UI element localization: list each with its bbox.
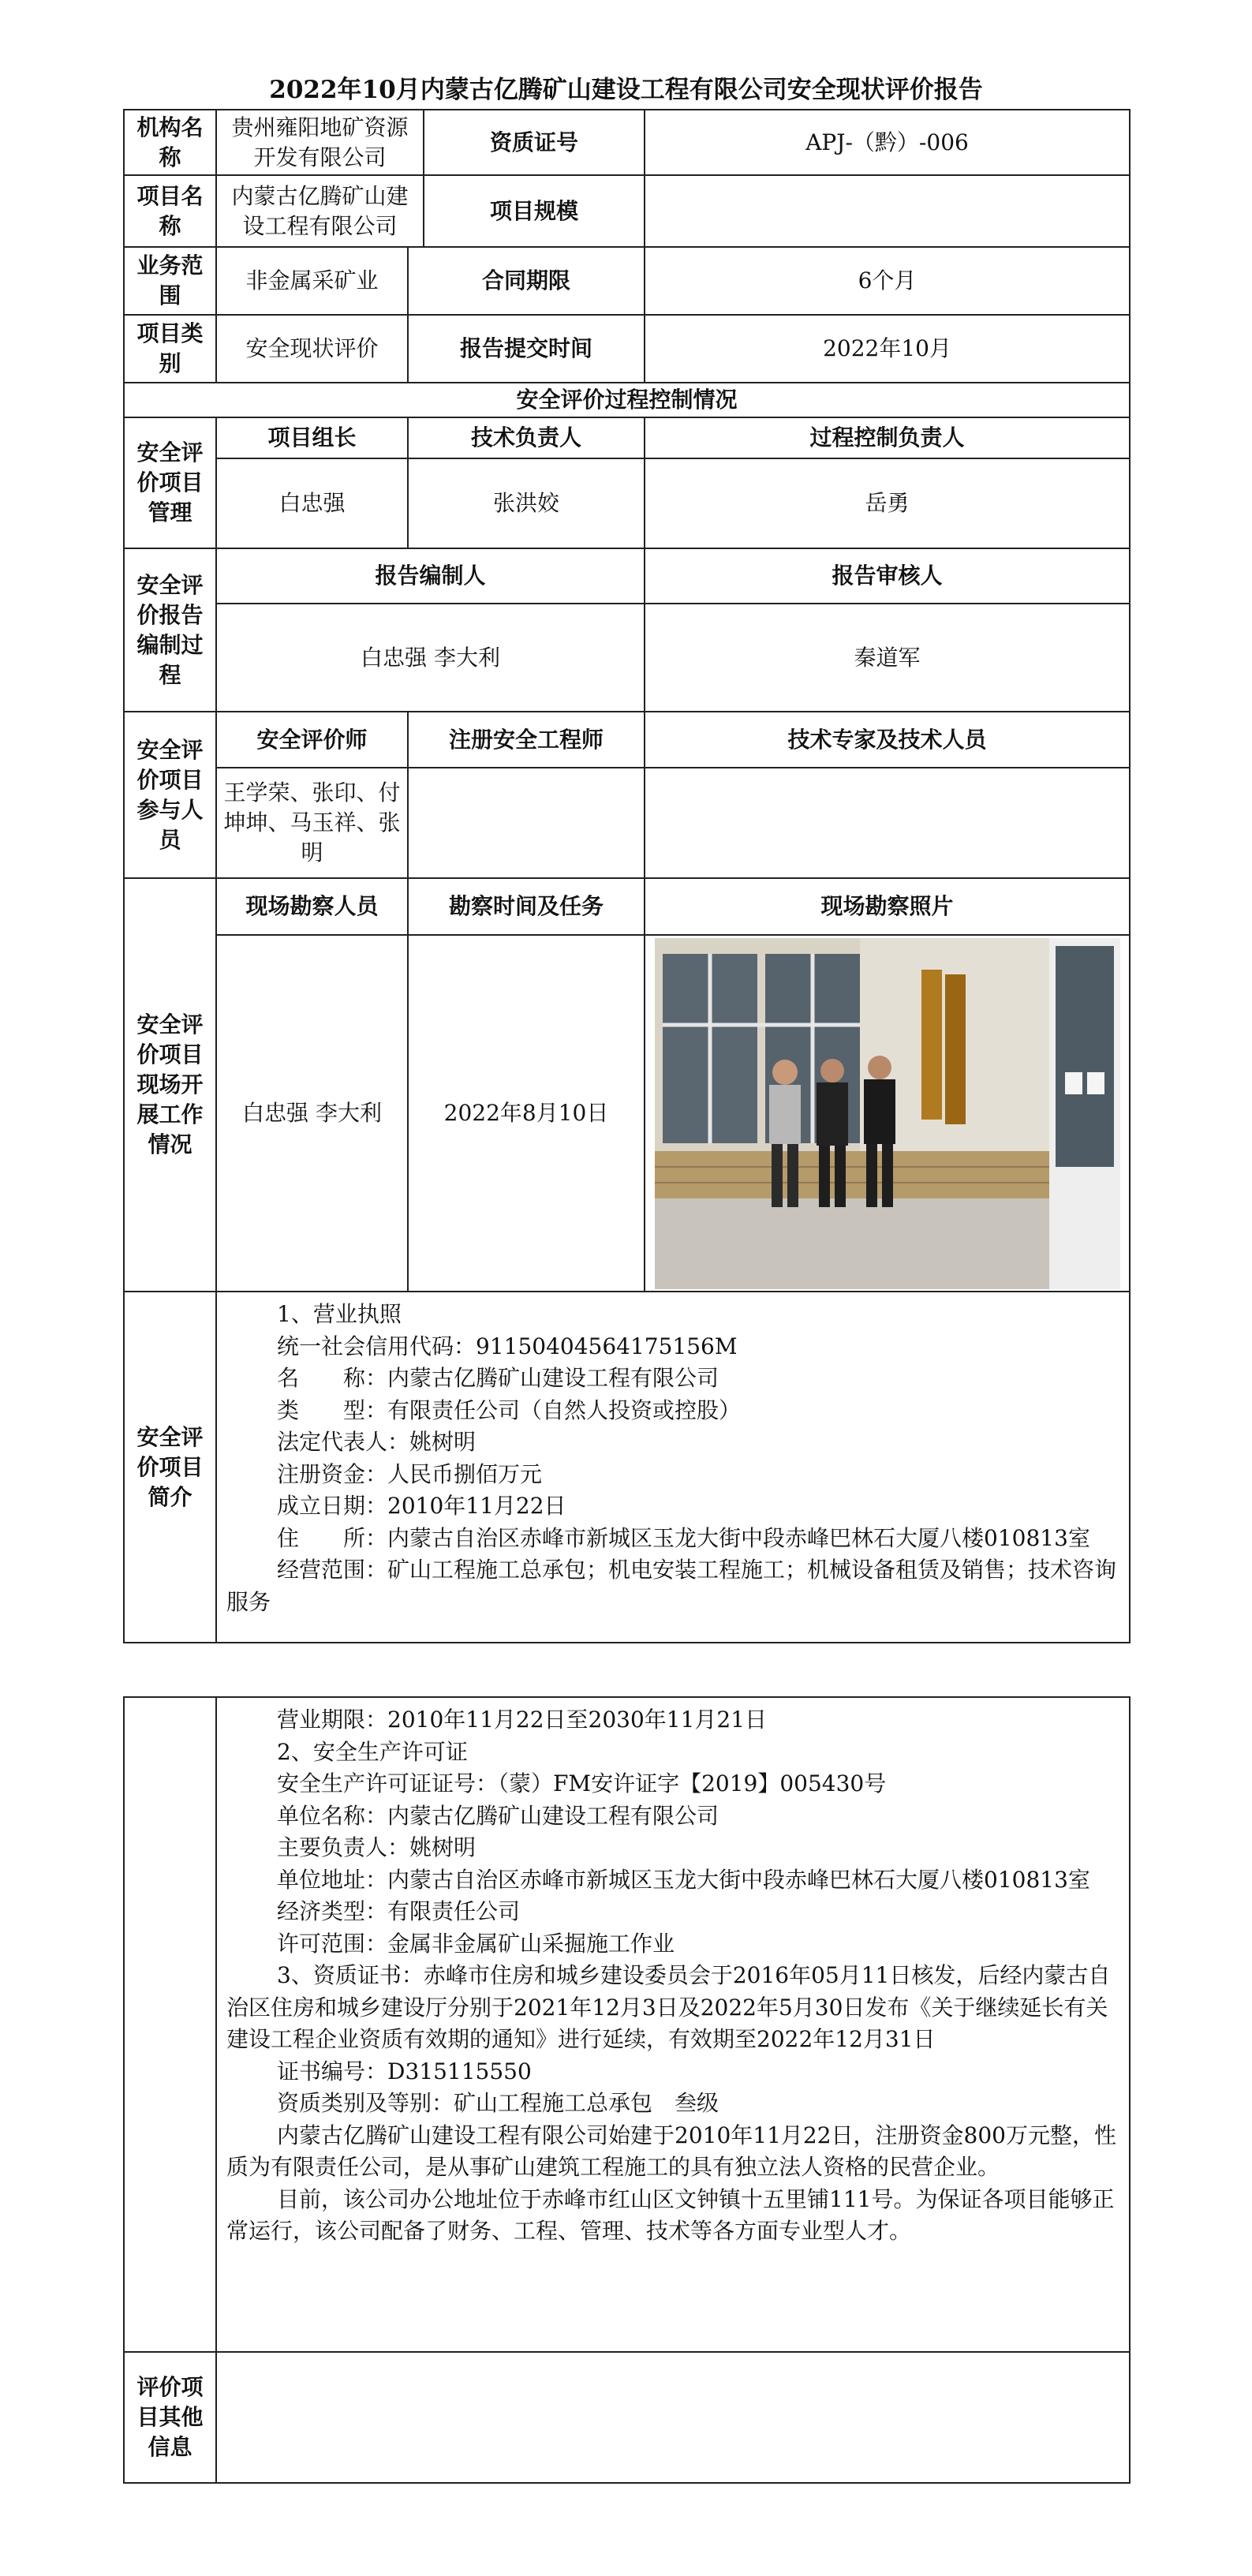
cert-label: 资质证号: [424, 110, 645, 175]
process-control-header: 过程控制负责人: [645, 417, 1130, 458]
intro-line: 单位地址：内蒙古自治区赤峰市新城区玉龙大街中段赤峰巴林石大厦八楼010813室: [277, 1866, 1090, 1893]
site-time-value: 2022年8月10日: [408, 935, 645, 1292]
submit-value: 2022年10月: [645, 315, 1130, 383]
other-info-label: 评价项目其他信息: [124, 2352, 216, 2483]
process-control-value: 岳勇: [645, 458, 1130, 548]
intro-line: 3、资质证书：赤峰市住房和城乡建设委员会于2016年05月11日核发，后经内蒙古自治区住房和城乡建设厅分别于2021年12月3日及2022年5月30日发布《关于继续延长有关建设工程企业资质有效期的通知》进行延续，有效期至2022年12月31日: [226, 1962, 1111, 2052]
site-inspection-photo: [655, 938, 1120, 1289]
org-label: 机构名称: [124, 110, 216, 175]
intro-line: 许可范围：金属非金属矿山采掘施工作业: [277, 1930, 675, 1957]
project-name-label: 项目名称: [124, 175, 216, 247]
project-name-value: 内蒙古亿腾矿山建设工程有限公司: [216, 175, 424, 247]
intro-label: 安全评价项目简介: [124, 1292, 216, 1643]
intro-line: 住 所：内蒙古自治区赤峰市新城区玉龙大街中段赤峰巴林石大厦八楼010813室: [277, 1524, 1090, 1551]
reviewer-header: 报告审核人: [645, 548, 1130, 604]
intro-line: 营业期限：2010年11月22日至2030年11月21日: [277, 1707, 768, 1733]
report-table-page2: [123, 1696, 1131, 2484]
document-title: 2022年10月内蒙古亿腾矿山建设工程有限公司安全现状评价报告: [269, 76, 983, 104]
intro-text-page2: [216, 1697, 1130, 2352]
intro-line: 类 型：有限责任公司（自然人投资或控股）: [277, 1396, 742, 1423]
org-value: 贵州雍阳地矿资源开发有限公司: [216, 110, 424, 175]
intro-line: 统一社会信用代码：91150404564175156M: [277, 1333, 738, 1359]
site-photo-header: 现场勘察照片: [645, 878, 1130, 935]
intro-line: 成立日期：2010年11月22日: [277, 1493, 566, 1519]
tech-lead-header: 技术负责人: [408, 417, 645, 458]
site-time-header: 勘察时间及任务: [408, 878, 645, 935]
compiler-value: 白忠强 李大利: [216, 604, 645, 712]
intro-line: 单位名称：内蒙古亿腾矿山建设工程有限公司: [277, 1802, 719, 1829]
site-staff-header: 现场勘察人员: [216, 878, 408, 935]
intro-line: 名 称：内蒙古亿腾矿山建设工程有限公司: [277, 1365, 719, 1391]
engineer-header: 注册安全工程师: [408, 712, 645, 768]
intro-line: 1、营业执照: [277, 1301, 402, 1327]
intro-line: 注册资金：人民币捌佰万元: [277, 1460, 543, 1487]
reviewer-value: 秦道军: [645, 604, 1130, 712]
intro-line: 经济类型：有限责任公司: [277, 1898, 521, 1924]
intro-line: 经营范围：矿山工程施工总承包；机电安装工程施工；机械设备租赁及销售；技术咨询服务: [226, 1557, 1117, 1615]
team-leader-value: 白忠强: [216, 458, 408, 548]
intro-line: 主要负责人：姚树明: [277, 1834, 477, 1860]
report-table-page1: [123, 109, 1131, 1643]
business-value: 非金属采矿业: [216, 247, 408, 315]
intro-line: 目前，该公司办公地址位于赤峰市红山区文钟镇十五里铺111号。为保证各项目能够正常运行，该公司配备了财务、工程、管理、技术等各方面专业型人才。: [226, 2185, 1115, 2244]
evaluator-value: 王学荣、张印、付坤坤、马玉祥、张明: [216, 768, 408, 878]
site-label: 安全评价项目现场开展工作情况: [124, 878, 216, 1292]
engineer-value: [408, 768, 645, 878]
contract-label: 合同期限: [408, 247, 645, 315]
intro-line: 资质类别及等别：矿山工程施工总承包 叁级: [277, 2090, 719, 2116]
business-label: 业务范围: [124, 247, 216, 315]
cert-value: APJ-（黔）-006: [645, 110, 1130, 175]
expert-value: [645, 768, 1130, 878]
intro-line: 内蒙古亿腾矿山建设工程有限公司始建于2010年11月22日，注册资金800万元整，性质为有限责任公司，是从事矿山建筑工程施工的具有独立法人资格的民营企业。: [226, 2122, 1116, 2180]
intro-line: 法定代表人：姚树明: [277, 1429, 477, 1455]
project-scale-label: 项目规模: [424, 175, 645, 247]
team-leader-header: 项目组长: [216, 417, 408, 458]
intro-line: 证书编号：D315115550: [277, 2058, 532, 2084]
site-photo-cell: [645, 935, 1130, 1292]
management-label: 安全评价项目管理: [124, 417, 216, 548]
expert-header: 技术专家及技术人员: [645, 712, 1130, 768]
intro-line: 安全生产许可证证号：（蒙）FM安许证字【2019】005430号: [277, 1770, 887, 1796]
process-title: 安全评价过程控制情况: [124, 383, 1130, 417]
participants-label: 安全评价项目参与人员: [124, 712, 216, 878]
contract-value: 6个月: [645, 247, 1130, 315]
compiler-header: 报告编制人: [216, 548, 645, 604]
intro-label-continued: [124, 1697, 216, 2352]
submit-label: 报告提交时间: [408, 315, 645, 383]
intro-text-page1: [216, 1292, 1130, 1643]
tech-lead-value: 张洪姣: [408, 458, 645, 548]
category-value: 安全现状评价: [216, 315, 408, 383]
site-staff-value: 白忠强 李大利: [216, 935, 408, 1292]
evaluator-header: 安全评价师: [216, 712, 408, 768]
project-scale-value: [645, 175, 1130, 247]
compilation-label: 安全评价报告编制过程: [124, 548, 216, 712]
other-info-value: [216, 2352, 1130, 2483]
category-label: 项目类别: [124, 315, 216, 383]
intro-line: 2、安全生产许可证: [277, 1738, 468, 1765]
